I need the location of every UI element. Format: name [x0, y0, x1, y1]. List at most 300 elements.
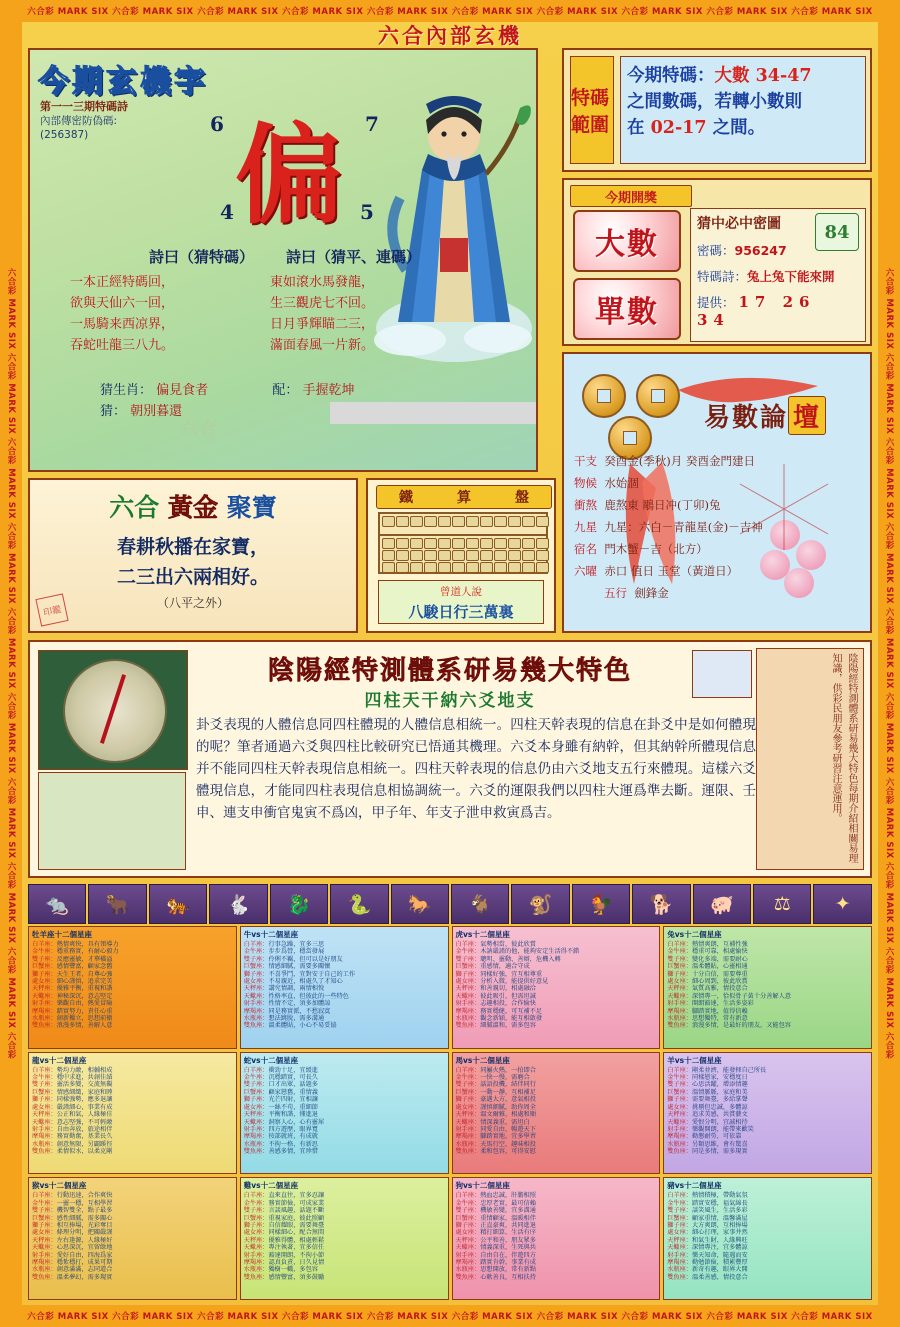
horoscope-row [667, 1008, 868, 1015]
horoscope-text: 機智雙全，點子最多 [56, 1207, 113, 1215]
horoscope-cell [663, 1177, 872, 1300]
horoscope-text: 神秘深沉，意志堅定 [56, 992, 113, 1000]
poem-body [70, 272, 510, 356]
horoscope-row [244, 1148, 445, 1155]
guess-label: 猜： [100, 404, 127, 419]
zodiac-label: 猜生肖： [100, 383, 153, 398]
star-icon[interactable]: ✦ [813, 884, 871, 924]
monkey-icon[interactable]: 🐒 [511, 884, 569, 924]
horoscope-row [456, 971, 657, 978]
horoscope-sign: 天秤座： [667, 1236, 692, 1244]
horoscope-text: 豪邁大方，意氣相投 [480, 1096, 536, 1104]
horoscope-row [667, 1148, 868, 1155]
horoscope-sign: 射手座： [32, 1125, 57, 1133]
abacus-title [376, 485, 552, 509]
horoscope-text: 務實勤奮，基業長久 [56, 1133, 113, 1141]
horoscope-sign: 天蠍座： [455, 992, 481, 1000]
horoscope-row [32, 1229, 233, 1236]
horoscope-text: 務實穩健，可互補不足 [480, 1007, 543, 1015]
horoscope-sign: 巨蟹座： [667, 963, 692, 971]
draw-guess-text: 猜中必中密圖 [697, 216, 781, 232]
horoscope-sign: 白羊座： [667, 1066, 692, 1074]
horoscope-text: 豁達開朗，不拘小節 [268, 1251, 325, 1259]
horoscope-row [244, 1133, 445, 1140]
horoscope-row [32, 1119, 233, 1126]
horoscope-text: 重情顧家，溫暖相伴 [480, 1214, 536, 1222]
article-body: 卦爻表現的人體信息同四柱體現的人體信息相統一。四柱天幹表現的信息在卦爻中是如何體現的呢？筆者通過六爻與四柱比較研究已悟通其機理。六爻本身雖有納幹，但其納幹所體現信息并不能同四柱天幹表現信息相統一。四柱天幹表現的信息仍由六爻地支五行來體現。這樣六爻體現信息，才能同四柱表現信息相協調統一。六爻的運限我們以四柱大運爲準去斷。運限、壬申、連支申衝官鬼寅不爲凶，甲子年、年支子泄申救寅爲吉。 [196, 717, 756, 821]
horoscope-sign: 雙魚座： [455, 1022, 481, 1030]
poem-headings [30, 246, 538, 267]
yi-row [574, 582, 864, 604]
horoscope-text: 謹慎細膩，助你周全 [480, 1103, 536, 1111]
gold-subnote: （八平之外） [156, 596, 229, 610]
horoscope-text: 一靈一穩，互相學習 [56, 1199, 113, 1207]
horoscope-sign: 處女座： [667, 1103, 692, 1111]
horoscope-text: 行事急躁，宜多三思 [268, 941, 325, 948]
yi-info-list [574, 450, 864, 604]
horoscope-sign: 天秤座： [667, 985, 692, 993]
horoscope-sign: 射手座： [243, 1000, 269, 1008]
horoscope-text: 分析入微，能提供好意見 [480, 978, 549, 986]
horoscope-text: 感情豐富，顧家念舊 [56, 963, 113, 971]
horoscope-sign: 雙子座： [667, 1081, 692, 1089]
horoscope-sign: 金牛座： [32, 1074, 57, 1082]
horoscope-text: 行動迅速，合作爽快 [56, 1192, 113, 1200]
horoscope-sign: 白羊座： [455, 941, 481, 948]
horoscope-row [244, 1067, 445, 1074]
pair-label: 配： [272, 383, 299, 398]
horoscope-cell-title: 豬vs十二個星座 [667, 1181, 722, 1191]
marquee-left: 六合彩 MARK SIX 六合彩 MARK SIX 六合彩 MARK SIX 六合彩 MARK SIX 六合彩 MARK SIX 六合彩 MARK SIX 六合彩 MARK SIX 六合彩 MARK SIX 六合彩 MARK SIX 六合彩 [0, 22, 22, 1305]
horoscope-text: 洞察人心，心有靈犀 [268, 1118, 325, 1126]
horoscope-row [456, 1274, 657, 1281]
horoscope-text: 專注執著，宜多信任 [268, 1244, 325, 1252]
horoscope-text: 溫柔體貼，心靈相通 [692, 963, 748, 971]
horoscope-text: 新奇有趣，眼界大開 [692, 1266, 748, 1274]
horoscope-text: 口才出眾，話題多 [268, 1081, 318, 1089]
horoscope-text: 公平和善，朋友眾多 [480, 1236, 536, 1244]
horoscope-cell [663, 926, 872, 1049]
horoscope-sign: 雙魚座： [667, 1148, 692, 1156]
horoscope-text: 衝勁十足，宜緩進 [268, 1066, 318, 1074]
abacus-note-top: 曾道人說 [440, 586, 482, 598]
horoscope-text: 熱情爽朗，互補性強 [692, 941, 748, 948]
horoscope-text: 溫情脈脈，家庭和美 [692, 1088, 748, 1096]
horoscope-sign: 白羊座： [32, 941, 57, 948]
horoscope-cell-title: 牡羊座十二個星座 [32, 930, 92, 939]
horoscope-row [667, 1022, 868, 1029]
horoscope-sign: 雙子座： [667, 955, 692, 963]
horoscope-row [244, 1022, 445, 1029]
horoscope-row [32, 1000, 233, 1007]
horoscope-cell-title: 虎vs十二個星座 [455, 930, 510, 939]
horoscope-sign: 雙魚座： [667, 1022, 692, 1030]
yi-row-value: 九星：六白－青龍星(金)－吉神 [604, 520, 763, 534]
horoscope-sign: 天秤座： [32, 1236, 57, 1244]
marquee-top: 六合彩 MARK SIX 六合彩 MARK SIX 六合彩 MARK SIX 六合彩 MARK SIX 六合彩 MARK SIX 六合彩 MARK SIX 六合彩 MARK SIX 六合彩 MARK SIX 六合彩 MARK SIX 六合彩 MARK SIX [0, 0, 900, 22]
goat-icon[interactable]: 🐐 [451, 884, 509, 924]
horoscope-text: 大方爽朗，互相捧場 [692, 1221, 748, 1229]
yi-row [574, 538, 864, 560]
horoscope-sign: 巨蟹座： [32, 1214, 57, 1222]
horoscope-sign: 金牛座： [455, 1074, 481, 1082]
horoscope-sign: 白羊座： [667, 941, 692, 948]
rooster-icon[interactable]: 🐓 [572, 884, 630, 924]
horoscope-row [667, 1000, 868, 1007]
yi-row-value: 赤口 值日 玉堂（黃道日） [604, 564, 739, 578]
horoscope-row [667, 963, 868, 970]
horoscope-sign: 天蠍座： [667, 1118, 692, 1126]
horoscope-cell-title: 猴vs十二個星座 [32, 1181, 87, 1191]
horoscope-text: 同愛自由，暢遊天下 [480, 1125, 536, 1133]
gold-heading-part2: 黃金 [167, 493, 218, 522]
horoscope-row [456, 1141, 657, 1148]
horoscope-text: 愛好自由，四海爲家 [56, 1251, 113, 1259]
rat-icon[interactable]: 🐀 [28, 884, 86, 924]
horoscope-sign: 獅子座： [455, 1096, 481, 1104]
horoscope-text: 公正和氣，人緣極佳 [56, 1111, 113, 1119]
horoscope-sign: 摩羯座： [243, 1258, 269, 1266]
horoscope-text: 創意無限，另闢蹊徑 [56, 1140, 113, 1148]
horoscope-text: 講究情調，兩情相悅 [268, 985, 325, 993]
horoscope-sign: 摩羯座： [667, 1258, 692, 1266]
poem-right: 滿面春風一片新。 [270, 338, 375, 353]
horoscope-sign: 天秤座： [32, 985, 57, 993]
abacus-note-main: 八駿日行三萬裏 [408, 603, 514, 621]
horoscope-sign: 水瓶座： [243, 1266, 269, 1274]
horoscope-text: 樂觀自由，熱愛冒險 [56, 1000, 113, 1008]
yi-row-value: 門木蟹－吉（北方） [604, 542, 708, 556]
horoscope-text: 剛柔並濟，能發揮自己所長 [692, 1066, 767, 1074]
horoscope-text: 言談風趣，話題不斷 [268, 1207, 325, 1215]
horoscope-sign: 處女座： [243, 978, 269, 986]
horoscope-sign: 白羊座： [32, 1066, 57, 1074]
horoscope-sign: 金牛座： [667, 1199, 692, 1207]
horoscope-row [667, 1104, 868, 1111]
horoscope-cell-title: 兔vs十二個星座 [667, 930, 722, 939]
horoscope-sign: 水瓶座： [32, 1140, 57, 1148]
horoscope-text: 不喜爭鬥，宜對安于自己的工作 [268, 970, 356, 978]
horoscope-text: 心思深沉，宜留餘地 [56, 1244, 113, 1252]
horoscope-text: 同是務實派，不愁寂寞 [268, 1007, 331, 1015]
xuanji-secret [40, 114, 117, 142]
horoscope-text: 勢均力敵，相輔相成 [56, 1066, 113, 1074]
horoscope-text: 顧家重情，溫馨滿屋 [692, 1214, 748, 1222]
horoscope-row [667, 1096, 868, 1103]
abacus-title-char-2: 算 [457, 490, 471, 506]
draw-title: 今期開獎 [570, 185, 692, 207]
panel-xuanji [28, 48, 538, 472]
horoscope-text: 伶俐不羈，但可以是好朋友 [268, 955, 343, 963]
range-line1-value: 大數 34-47 [714, 66, 812, 86]
draw-offer-row [697, 293, 859, 329]
horoscope-text: 穩重務實，有耐心毅力 [56, 948, 119, 956]
horoscope-text: 按部就班，有成就 [268, 1133, 318, 1141]
horoscope-row [32, 1252, 233, 1259]
horoscope-sign: 射手座： [243, 1125, 269, 1133]
horoscope-cell [452, 1177, 661, 1300]
draw-poem-row [697, 267, 859, 285]
horoscope-row [32, 948, 233, 955]
horoscope-text: 踏實安穩，福氣綿長 [692, 1199, 748, 1207]
horoscope-row [32, 1148, 233, 1155]
horoscope-sign: 處女座： [667, 978, 692, 986]
panel-current-draw [562, 178, 872, 346]
horoscope-row [32, 1207, 233, 1214]
horoscope-text: 機敏善變，宜多溝通 [480, 1207, 536, 1215]
horoscope-text: 挑剔但忠誠，多體諒 [692, 1103, 748, 1111]
horoscope-text: 感性細膩，需多關心 [56, 1214, 113, 1222]
horoscope-sign: 獅子座： [32, 1221, 57, 1229]
horoscope-text: 穩紮穩打，成果可期 [56, 1258, 113, 1266]
horoscope-sign: 雙子座： [243, 1207, 269, 1215]
horoscope-sign: 處女座： [455, 1103, 481, 1111]
tiger-icon[interactable]: 🐅 [149, 884, 207, 924]
horoscope-text: 細心謹慎，追求完美 [56, 978, 113, 986]
horoscope-sign: 獅子座： [32, 1096, 57, 1104]
scales-icon[interactable]: ⚖ [753, 884, 811, 924]
secret-line-2: (256387) [40, 129, 89, 141]
horoscope-text: 重感情，適合守成 [480, 963, 530, 971]
seal-stamp-icon: 印鑑 [35, 593, 68, 626]
horoscope-sign: 摩羯座： [32, 1133, 57, 1141]
horoscope-sign: 水瓶座： [667, 1266, 692, 1274]
horoscope-text: 靈活多變，交流無礙 [56, 1081, 113, 1089]
horoscope-text: 同是多情，需多現實 [692, 1148, 748, 1156]
horoscope-sign: 水瓶座： [32, 1015, 57, 1023]
xuanji-title: 今期玄機字 [38, 64, 208, 99]
horoscope-row [32, 1008, 233, 1015]
yi-row [574, 494, 864, 516]
horoscope-sign: 天秤座： [243, 985, 269, 993]
horoscope-text: 腳踏實地，值得信賴 [692, 1007, 748, 1015]
horoscope-sign: 金牛座： [243, 948, 269, 956]
horoscope-row [32, 1266, 233, 1273]
horoscope-text: 嚴謹細心，事業有成 [56, 1103, 113, 1111]
ox-icon[interactable]: 🐂 [88, 884, 146, 924]
horoscope-cell [28, 1177, 237, 1300]
horoscope-row [32, 1141, 233, 1148]
horoscope-text: 志趣相投，合作愉快 [480, 1000, 536, 1008]
horoscope-sign: 天秤座： [455, 1111, 481, 1119]
horoscope-sign: 白羊座： [455, 1066, 481, 1074]
poem-left: 欲與天仙六一回， [70, 296, 175, 311]
pair-value: 手握乾坤 [302, 383, 355, 398]
horoscope-sign: 水瓶座： [667, 1015, 692, 1023]
horoscope-text: 沉穩踏實，可長久 [268, 1074, 318, 1082]
horoscope-sign: 天秤座： [455, 985, 481, 993]
panel-special-code-range [562, 48, 872, 172]
horoscope-row [244, 1141, 445, 1148]
horoscope-sign: 天蠍座： [32, 1244, 57, 1252]
horoscope-text: 熱血忠誠，肝膽相照 [480, 1192, 536, 1200]
horoscope-row [32, 1022, 233, 1029]
horoscope-sign: 金牛座： [243, 1074, 269, 1082]
yi-row-key: 九星 [574, 520, 597, 534]
horoscope-text: 感情豐富，須多鼓勵 [268, 1273, 325, 1281]
horoscope-text: 穩中求進，共創佳績 [56, 1074, 113, 1082]
horoscope-row [32, 971, 233, 978]
horoscope-text: 一絲不苟，重細節 [268, 1103, 318, 1111]
horoscope-sign: 處女座： [455, 978, 481, 986]
horoscope-sign: 雙魚座： [243, 1022, 269, 1030]
horoscope-sign: 巨蟹座： [243, 963, 269, 971]
corner-number-bottom-right: 5 [360, 200, 374, 224]
poem-row [70, 293, 510, 314]
horoscope-row [456, 1022, 657, 1029]
horoscope-sign: 摩羯座： [243, 1133, 269, 1141]
horoscope-text: 思想獨特，常有新意 [692, 1015, 748, 1023]
horoscope-sign: 雙魚座： [455, 1273, 481, 1281]
horoscope-text: 細心打理，家事井然 [692, 1229, 748, 1237]
dog-icon[interactable]: 🐕 [632, 884, 690, 924]
horoscope-row [456, 1008, 657, 1015]
horoscope-row [456, 1207, 657, 1214]
poem-row [70, 272, 510, 293]
horoscope-row [456, 1266, 657, 1273]
horoscope-text: 創新獨立，思想前衛 [56, 1015, 113, 1023]
horoscope-text: 情深義重，需坦白 [480, 1118, 530, 1126]
horoscope-text: 話語投機，結伴同行 [480, 1081, 536, 1089]
horoscope-text: 四方遊歷，眼界寬 [268, 1125, 318, 1133]
horoscope-text: 愛恨分明，宜誠相待 [692, 1118, 748, 1126]
horoscope-text: 細心周到，彼此欣賞 [692, 978, 748, 986]
range-line1-prefix: 今期特碼： [627, 66, 715, 86]
horoscope-cell [452, 926, 661, 1049]
horoscope-sign: 白羊座： [243, 1066, 269, 1074]
range-line2: 之間數碼，若轉小數則 [627, 92, 802, 112]
horoscope-sign: 摩羯座： [32, 1007, 57, 1015]
horoscope-row [667, 1252, 868, 1259]
horoscope-text: 情感細膩，需要多關懷 [268, 963, 331, 971]
horoscope-text: 樂天知命，隨遇而安 [692, 1251, 748, 1259]
horoscope-sign: 雙魚座： [32, 1148, 57, 1156]
horoscope-text: 思想開放，常有新點 [480, 1266, 536, 1274]
horoscope-sign: 金牛座： [667, 948, 692, 956]
horoscope-sign: 摩羯座： [243, 1007, 269, 1015]
horoscope-text: 溫柔夢幻，需多現實 [56, 1273, 113, 1281]
horoscope-sign: 獅子座： [243, 1221, 269, 1229]
horoscope-text: 深情專注，宜多體諒 [692, 1244, 748, 1252]
yi-forum-title [704, 396, 826, 435]
horse-icon[interactable]: 🐎 [391, 884, 449, 924]
corner-number-top-right: 7 [365, 112, 379, 136]
horoscope-text: 直來直往，宜多忍讓 [268, 1192, 325, 1200]
draw-password-value: 956247 [734, 243, 787, 258]
horoscope-sign: 水瓶座： [32, 1266, 57, 1274]
horoscope-text: 天馬行空，趣味相投 [480, 1140, 536, 1148]
horoscope-row [32, 1081, 233, 1088]
range-body [620, 56, 866, 164]
horoscope-row [456, 1148, 657, 1155]
yi-row-key: 宿名 [574, 542, 597, 556]
horoscope-row [667, 1081, 868, 1088]
secret-line-1: 內部傳密防偽碼: [40, 115, 118, 127]
horoscope-row [32, 1274, 233, 1281]
horoscope-text: 熱情積極，帶動氣氛 [692, 1192, 748, 1200]
horoscope-row [32, 1111, 233, 1118]
horoscope-row [667, 1274, 868, 1281]
horoscope-row [244, 948, 445, 955]
horoscope-text: 勤懇耐勞，可依靠 [692, 1133, 742, 1141]
rabbit-icon[interactable]: 🐇 [209, 884, 267, 924]
draw-numbers: 17 26 34 [697, 293, 816, 329]
horoscope-sign: 雙子座： [32, 1081, 57, 1089]
horoscope-cell [28, 1052, 237, 1175]
horoscope-sign: 金牛座： [32, 948, 57, 956]
horoscope-sign: 水瓶座： [455, 1015, 481, 1023]
article-subtitle: 四柱天干納六爻地支 [364, 691, 536, 711]
horoscope-row [456, 1192, 657, 1199]
dragon-icon[interactable]: 🐉 [270, 884, 328, 924]
horoscope-text: 熱情爽快，具有領導力 [56, 941, 119, 948]
horoscope-sign: 處女座： [32, 1103, 57, 1111]
horoscope-row [456, 1104, 657, 1111]
horoscope-text: 意志堅強，不可輕敵 [56, 1118, 113, 1126]
horoscope-text: 忠厚老實，最可信賴 [480, 1199, 536, 1207]
yi-row [574, 472, 864, 494]
horoscope-row [667, 985, 868, 992]
horoscope-text: 樂觀開朗，能帶來歡笑 [692, 1125, 754, 1133]
horoscope-sign: 獅子座： [455, 970, 481, 978]
horoscope-text: 相互捧場，光彩奪目 [56, 1221, 113, 1229]
compass-illustration [38, 650, 188, 770]
horoscope-row [244, 1207, 445, 1214]
article-side-note [756, 648, 864, 870]
yi-title-main: 易數論 [704, 403, 789, 433]
snake-icon[interactable]: 🐍 [330, 884, 388, 924]
horoscope-row [667, 1192, 868, 1199]
horoscope-text: 追求美感，共賞藝文 [692, 1111, 748, 1119]
horoscope-text: 溫柔體貼，小心不易妥協 [268, 1022, 337, 1030]
horoscope-sign: 摩羯座： [455, 1133, 481, 1141]
abacus-title-char-3: 盤 [515, 490, 529, 506]
horoscope-sign: 獅子座： [667, 1096, 692, 1104]
horoscope-sign: 處女座： [243, 1229, 269, 1237]
content-area [22, 22, 878, 1305]
draw-chip-1: 大數 [573, 210, 681, 272]
horoscope-cell-title: 牛vs十二個星座 [243, 930, 299, 939]
gold-line-2: 二三出六兩相好。 [116, 566, 269, 588]
abacus-note [378, 580, 544, 624]
horoscope-sign: 天秤座： [243, 1236, 269, 1244]
gold-heading-part3: 聚寶 [226, 493, 277, 522]
horoscope-sign: 處女座： [455, 1229, 481, 1237]
horoscope-sign: 白羊座： [667, 1192, 692, 1200]
horoscope-row [667, 1207, 868, 1214]
marquee-bottom: 六合彩 MARK SIX 六合彩 MARK SIX 六合彩 MARK SIX 六合彩 MARK SIX 六合彩 MARK SIX 六合彩 MARK SIX 六合彩 MARK SIX 六合彩 MARK SIX 六合彩 MARK SIX 六合彩 MARK SIX [0, 1305, 900, 1327]
horoscope-text: 一動一靜，互相補足 [480, 1088, 536, 1096]
draw-poem-value: 兔上兔下能來開 [747, 269, 835, 284]
horoscope-text: 深情專一，恰似骨子黃十分善解人意 [692, 992, 791, 1000]
horoscope-row [32, 1067, 233, 1074]
pig-icon[interactable]: 🐖 [693, 884, 751, 924]
horoscope-sign: 巨蟹座： [32, 963, 57, 971]
horoscope-sign: 水瓶座： [455, 1266, 481, 1274]
horoscope-sign: 巨蟹座： [243, 1214, 269, 1222]
horoscope-cell-title: 馬vs十二個星座 [455, 1055, 510, 1065]
horoscope-sign: 水瓶座： [455, 1140, 481, 1148]
horoscope-sign: 天蠍座： [243, 1118, 269, 1126]
gray-bar [330, 402, 538, 424]
poem-heading-right: 詩曰（猜平、連碼） [286, 248, 422, 266]
horoscope-text: 談笑風生，生活多彩 [692, 1207, 748, 1215]
horoscope-sign: 射手座： [32, 1251, 57, 1259]
horoscope-row [244, 1192, 445, 1199]
horoscope-row [244, 1215, 445, 1222]
xuanji-big-character: 偏 [235, 113, 344, 239]
horoscope-row [667, 971, 868, 978]
